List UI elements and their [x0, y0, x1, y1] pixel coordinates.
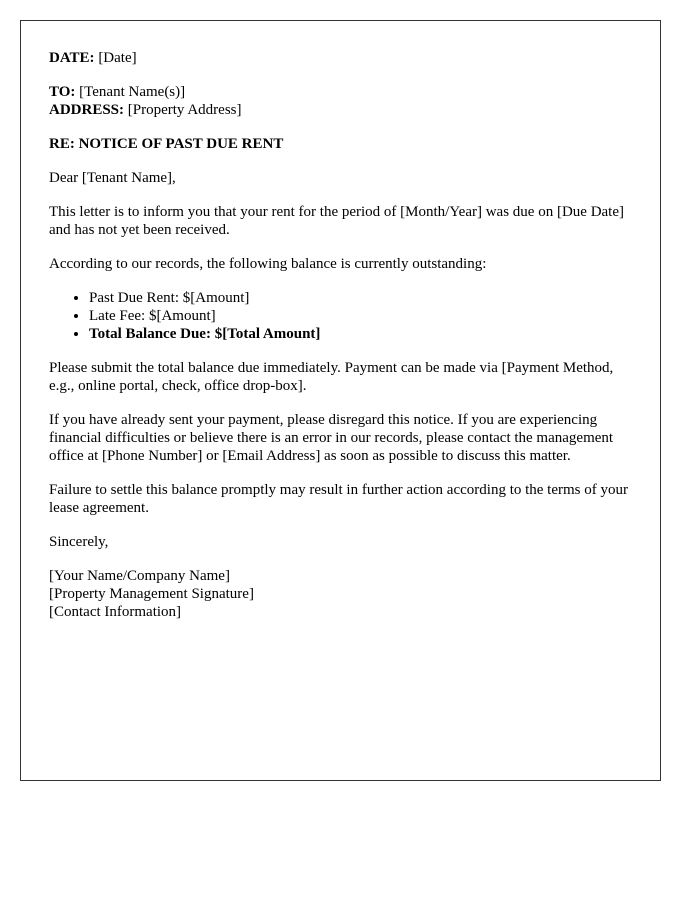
list-item-late-fee: • Late Fee: $[Amount] — [89, 307, 632, 325]
subject-line: RE: NOTICE OF PAST DUE RENT — [49, 136, 284, 152]
disregard-paragraph: If you have already sent your payment, please disregard this notice. If you are experiencing financial difficulties or believe there is an error in our records, please contact the management office at [Phone Number] or [Email Address] as soon as possible to discuss this matter. — [49, 412, 614, 464]
date-line — [49, 49, 632, 67]
salutation: Dear [Tenant Name], — [49, 170, 176, 186]
payment-paragraph: Please submit the total balance due immediately. Payment can be made via [Payment Method, e.g., online portal, check, office drop-box]. — [49, 360, 614, 394]
to-value: [Tenant Name(s)] — [75, 84, 186, 100]
recipient-block — [49, 83, 632, 119]
intro-paragraph: This letter is to inform you that your rent for the period of [Month/Year] was due on [Due Date] and has not yet been received. — [49, 204, 625, 238]
signature-contact: [Contact Information] — [49, 604, 182, 620]
letter-container — [20, 20, 661, 781]
address-label: ADDRESS: — [49, 102, 125, 118]
signature-name: [Your Name/Company Name] — [49, 568, 230, 584]
records-paragraph: According to our records, the following balance is currently outstanding: — [49, 256, 487, 272]
balance-list — [49, 289, 632, 343]
list-item-total-balance: • Total Balance Due: $[Total Amount] — [89, 325, 632, 343]
address-line — [49, 101, 632, 119]
to-line — [49, 83, 632, 101]
date-value: [Date] — [94, 50, 137, 66]
date-label: DATE: — [49, 50, 95, 66]
failure-paragraph: Failure to settle this balance promptly may result in further action according to the terms of your lease agreement. — [49, 482, 629, 516]
signature-line: [Property Management Signature] — [49, 586, 254, 602]
list-item-past-due-rent: • Past Due Rent: $[Amount] — [89, 289, 632, 307]
signature-block — [49, 567, 632, 621]
closing: Sincerely, — [49, 534, 109, 550]
to-label: TO: — [49, 84, 76, 100]
address-value: [Property Address] — [124, 102, 242, 118]
